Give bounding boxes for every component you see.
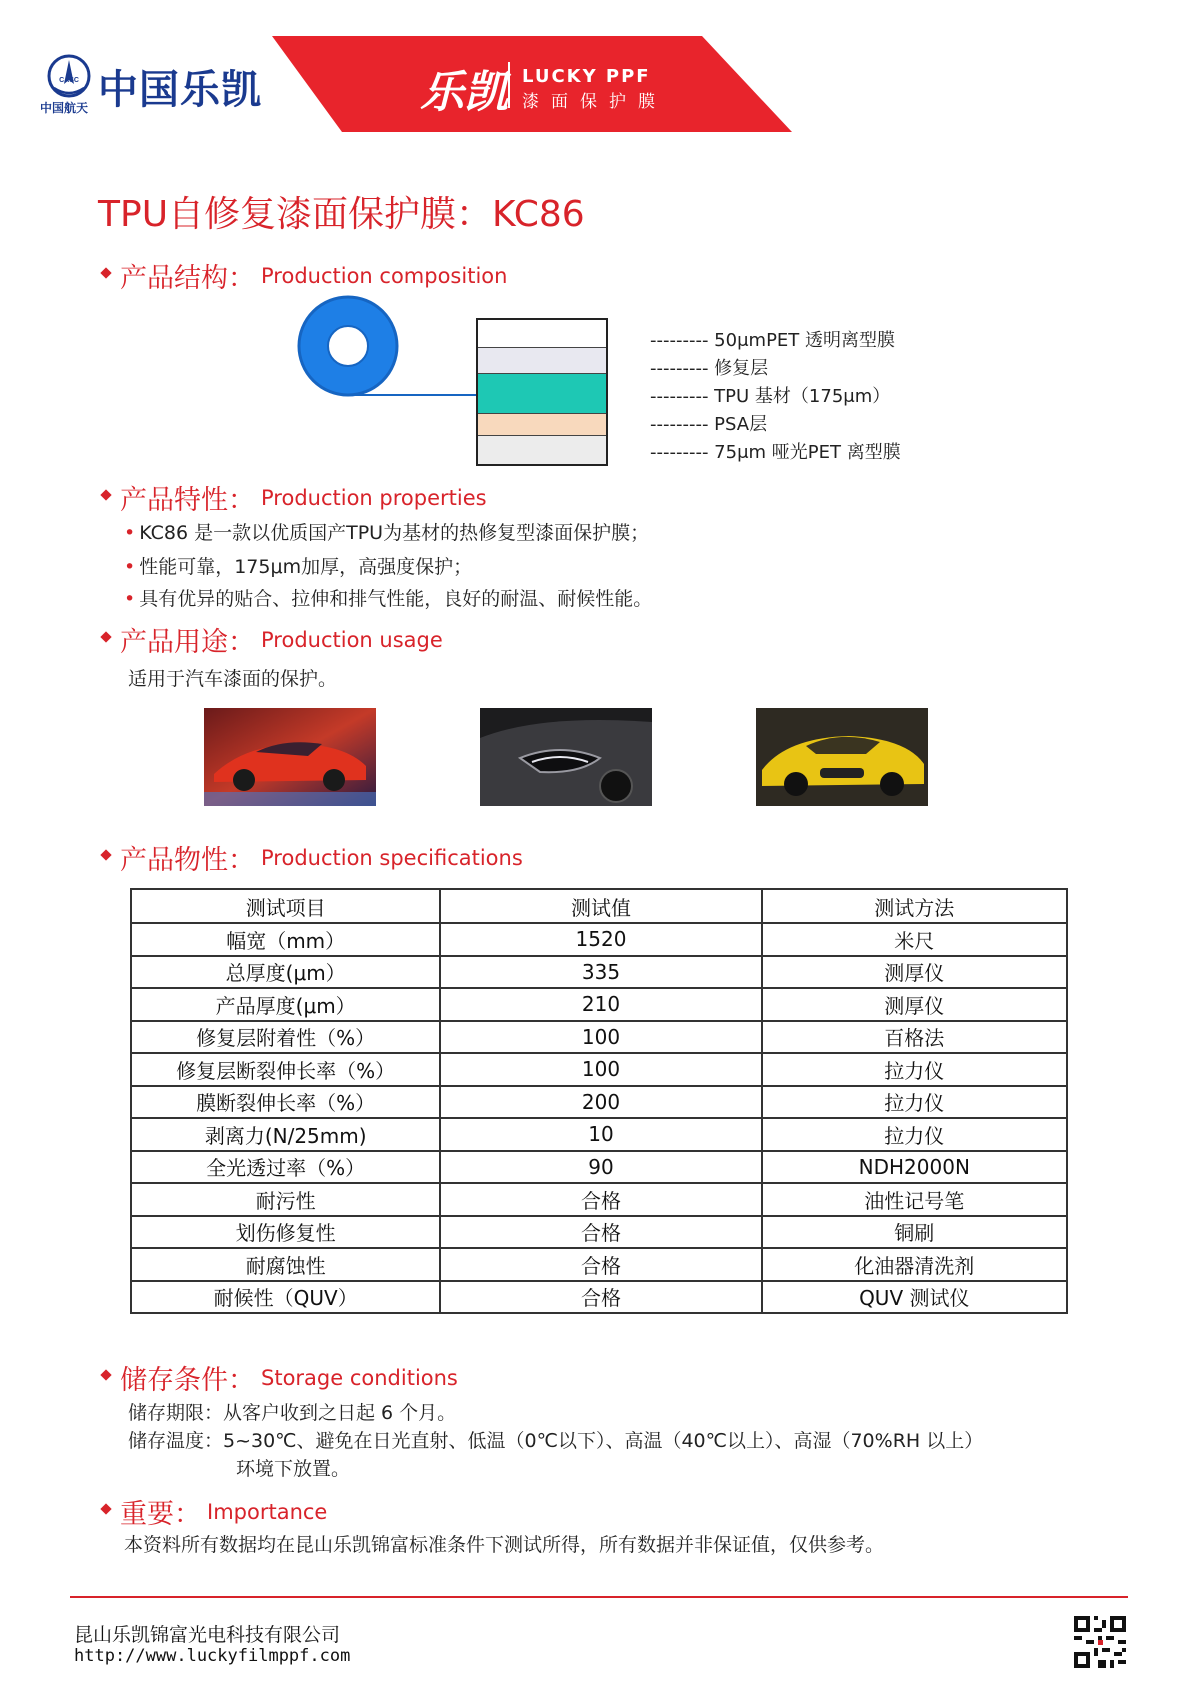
- table-cell: 修复层断裂伸长率（%）: [131, 1053, 440, 1086]
- heading-en: Production usage: [261, 627, 443, 652]
- table-cell: 化油器清洗剂: [762, 1248, 1067, 1281]
- banner-brand-en: LUCKY PPF: [522, 66, 651, 87]
- table-row: [131, 956, 1067, 989]
- storage-temperature-cont: 环境下放置。: [236, 1458, 351, 1480]
- property-item: • 具有优异的贴合、拉伸和排气性能，良好的耐温、耐候性能。: [124, 588, 653, 610]
- yellow-car-photo: [756, 708, 928, 806]
- table-row: [131, 988, 1067, 1021]
- table-cell: 拉力仪: [762, 1053, 1067, 1086]
- layer-label: --------- 修复层: [650, 358, 769, 379]
- table-cell: 铜刷: [762, 1216, 1067, 1249]
- diamond-bullet-icon: [100, 1503, 111, 1514]
- table-cell: 总厚度(μm）: [131, 956, 440, 989]
- heading-cn: 产品特性：: [120, 485, 255, 516]
- table-cell: 油性记号笔: [762, 1183, 1067, 1216]
- banner-logo: [420, 56, 508, 120]
- table-row: [131, 1118, 1067, 1151]
- table-cell: 合格: [440, 1281, 761, 1314]
- table-cell: 90: [440, 1151, 761, 1184]
- column-header: 测试方法: [762, 889, 1067, 923]
- table-cell: 100: [440, 1021, 761, 1054]
- property-item: • KC86 是一款以优质国产TPU为基材的热修复型漆面保护膜；: [124, 522, 650, 544]
- layer-matte-pet: [478, 436, 606, 464]
- table-cell: 膜断裂伸长率（%）: [131, 1086, 440, 1119]
- table-row: [131, 1183, 1067, 1216]
- table-row: [131, 1248, 1067, 1281]
- banner-logo-text: 乐凯: [420, 67, 508, 118]
- storage-temperature: 储存温度：5~30℃、避免在日光直射、低温（0℃以下）、高温（40℃以上）、高湿（70%RH 以上）: [128, 1430, 984, 1452]
- footer-divider: [70, 1596, 1128, 1598]
- table-cell: 1520: [440, 923, 761, 956]
- section-storage-heading: [98, 1358, 458, 1397]
- diamond-bullet-icon: [100, 1369, 111, 1380]
- layer-psa: [478, 414, 606, 436]
- spec-table: [130, 888, 1068, 1314]
- table-row: [131, 1021, 1067, 1054]
- heading-en: Production composition: [261, 263, 508, 288]
- section-specs-heading: [98, 838, 523, 877]
- layer-repair: [478, 348, 606, 374]
- heading-en: Storage conditions: [261, 1365, 458, 1390]
- table-cell: 耐腐蚀性: [131, 1248, 440, 1281]
- table-cell: 划伤修复性: [131, 1216, 440, 1249]
- table-cell: NDH2000N: [762, 1151, 1067, 1184]
- table-cell: 全光透过率（%）: [131, 1151, 440, 1184]
- heading-en: Importance: [207, 1499, 328, 1524]
- heading-cn: 产品结构：: [120, 263, 255, 294]
- heading-cn: 储存条件：: [120, 1365, 255, 1396]
- document-title: TPU自修复漆面保护膜：KC86: [98, 194, 585, 235]
- storage-period: 储存期限：从客户收到之日起 6 个月。: [128, 1402, 457, 1424]
- usage-text: 适用于汽车漆面的保护。: [128, 668, 338, 690]
- banner-brand-cn: 漆面保护膜: [522, 92, 667, 112]
- banner-divider: [508, 62, 510, 108]
- table-cell: 合格: [440, 1216, 761, 1249]
- section-importance-heading: [98, 1492, 327, 1531]
- table-cell: 100: [440, 1053, 761, 1086]
- heading-cn: 产品用途：: [120, 627, 255, 658]
- heading-cn: 产品物性：: [120, 845, 255, 876]
- table-cell: 耐污性: [131, 1183, 440, 1216]
- casc-caption: 中国航天: [40, 101, 89, 115]
- table-header-row: [131, 889, 1067, 923]
- black-car-photo: [480, 708, 652, 806]
- table-row: [131, 1151, 1067, 1184]
- table-cell: QUV 测试仪: [762, 1281, 1067, 1314]
- website-link[interactable]: http://www.luckyfilmppf.com: [74, 1646, 351, 1666]
- diamond-bullet-icon: [100, 267, 111, 278]
- table-cell: 拉力仪: [762, 1086, 1067, 1119]
- layer-tpu-base: [478, 374, 606, 414]
- layer-label: --------- TPU 基材（175μm）: [650, 386, 891, 407]
- heading-en: Production properties: [261, 485, 487, 510]
- section-properties-heading: [98, 478, 487, 517]
- layer-label: --------- PSA层: [650, 414, 768, 435]
- red-car-photo: [204, 708, 376, 806]
- column-header: 测试项目: [131, 889, 440, 923]
- table-cell: 合格: [440, 1183, 761, 1216]
- table-row: [131, 923, 1067, 956]
- table-row: [131, 1086, 1067, 1119]
- diamond-bullet-icon: [100, 631, 111, 642]
- section-composition-heading: [98, 256, 507, 295]
- table-cell: 210: [440, 988, 761, 1021]
- table-cell: 335: [440, 956, 761, 989]
- table-cell: 剥离力(N/25mm): [131, 1118, 440, 1151]
- table-cell: 合格: [440, 1248, 761, 1281]
- heading-en: Production specifications: [261, 845, 523, 870]
- importance-text: 本资料所有数据均在昆山乐凯锦富标准条件下测试所得，所有数据并非保证值，仅供参考。: [124, 1534, 885, 1556]
- column-header: 测试值: [440, 889, 761, 923]
- table-cell: 拉力仪: [762, 1118, 1067, 1151]
- casc-emblem-text: CASC: [59, 77, 79, 84]
- layer-label: --------- 50μmPET 透明离型膜: [650, 330, 896, 351]
- section-usage-heading: [98, 620, 443, 659]
- table-cell: 200: [440, 1086, 761, 1119]
- heading-cn: 重要：: [120, 1499, 201, 1530]
- table-cell: 10: [440, 1118, 761, 1151]
- layer-pet-release: [478, 320, 606, 348]
- property-item: • 性能可靠，175μm加厚，高强度保护；: [124, 556, 473, 578]
- diamond-bullet-icon: [100, 849, 111, 860]
- table-cell: 测厚仪: [762, 988, 1067, 1021]
- table-row: [131, 1216, 1067, 1249]
- diamond-bullet-icon: [100, 489, 111, 500]
- layer-stack-diagram: [476, 318, 608, 466]
- film-roll-icon: [294, 294, 484, 404]
- table-cell: 米尺: [762, 923, 1067, 956]
- table-cell: 耐候性（QUV）: [131, 1281, 440, 1314]
- table-cell: 幅宽（mm）: [131, 923, 440, 956]
- table-cell: 测厚仪: [762, 956, 1067, 989]
- table-cell: 修复层附着性（%）: [131, 1021, 440, 1054]
- table-row: [131, 1281, 1067, 1314]
- brand-name: 中国乐凯: [98, 67, 262, 113]
- table-cell: 产品厚度(μm）: [131, 988, 440, 1021]
- qr-code-icon: [1074, 1616, 1126, 1668]
- table-row: [131, 1053, 1067, 1086]
- layer-label: --------- 75μm 哑光PET 离型膜: [650, 442, 901, 463]
- table-cell: 百格法: [762, 1021, 1067, 1054]
- company-name: 昆山乐凯锦富光电科技有限公司: [74, 1624, 341, 1646]
